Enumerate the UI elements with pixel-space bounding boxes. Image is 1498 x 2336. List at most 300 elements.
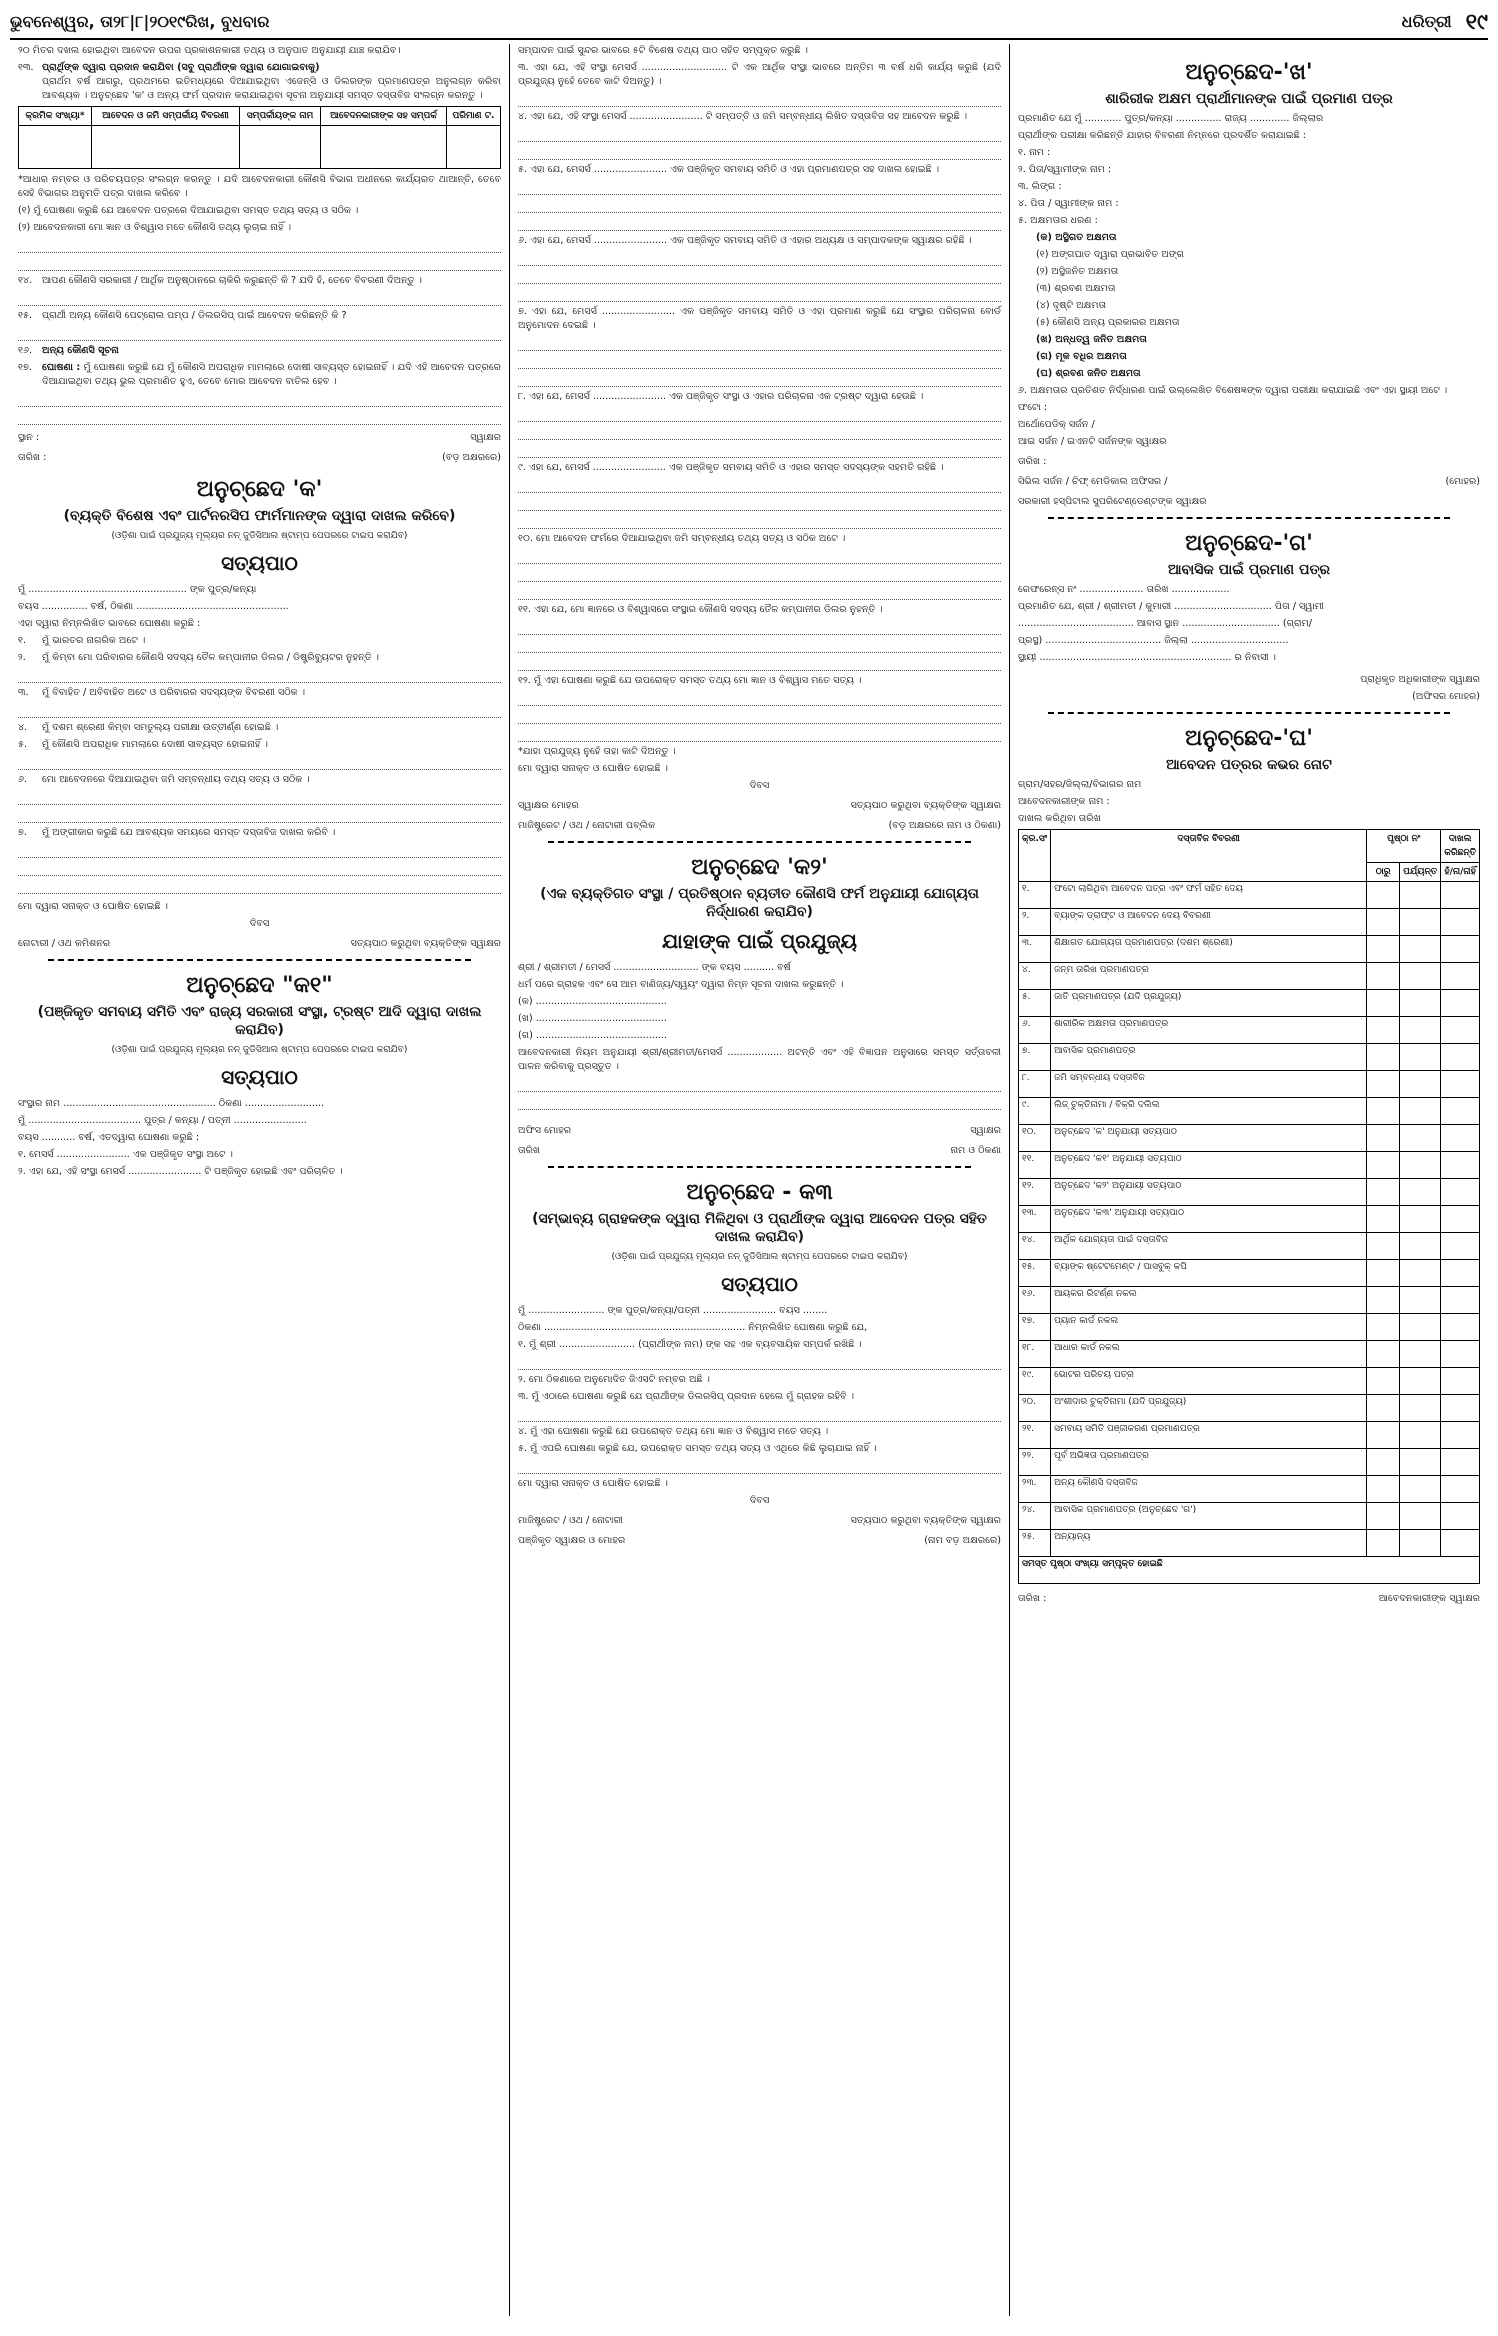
row-to xyxy=(1400,1044,1441,1071)
row-to xyxy=(1400,909,1441,936)
row-from xyxy=(1367,1449,1400,1476)
date-label: ତାରିଖ : xyxy=(1018,1593,1047,1604)
row-submitted xyxy=(1441,1017,1480,1044)
k3-line: ୩. ମୁଁ ଏଠାରେ ଘୋଷଣା କରୁଛି ଯେ ପ୍ରାର୍ଥୀଙ୍କ ଡିଲରସିପ୍ ପ୍ରଦାନ ହେଲେ ମୁଁ ଗ୍ରାହକ ରହିବି । xyxy=(518,1391,855,1402)
row-from xyxy=(1367,1422,1400,1449)
annex-k-note: (ଓଡ଼ିଶା ପାଇଁ ପ୍ରଯୁଜ୍ୟ ମୂଲ୍ୟର ନନ୍ ଜୁଡିସିଆଲ ଷ୍ଟାମ୍ପ ପେପରରେ ଟାଇପ କରାଯିବ) xyxy=(111,531,408,541)
office-seal-label: ଅଫିସ ମୋହର xyxy=(518,1125,572,1136)
col2-point: ୭. ଏହା ଯେ, ମେସର୍ସ ........................ ଏକ ପଞ୍ଜିକୃତ ସମବାୟ ସମିତି ଓ ଏହା ପ୍ରମାଣ କରୁଛି ଯେ ସଂସ୍ଥାର ପରିଚାଳନା ବୋର୍ଡ ଅନୁମୋଦନ ଦେଇଛି । xyxy=(518,306,1001,331)
magistrate-label: ମାଜିଷ୍ଟ୍ରେଟ / ଓଥ / ନୋଟାରୀ xyxy=(518,1515,623,1526)
table-row xyxy=(1019,1287,1480,1314)
row-submitted xyxy=(1441,1179,1480,1206)
k3-line: ୪. ମୁଁ ଏହା ଘୋଷଣା କରୁଛି ଯେ ଉପରୋକ୍ତ ତଥ୍ୟ ମୋ ଜ୍ଞାନ ଓ ବିଶ୍ୱାସ ମତେ ସତ୍ୟ । xyxy=(518,1426,829,1437)
affidavit-point: ୧. ମୁଁ ଭାରତର ନାଗରିକ ଅଟେ । xyxy=(18,635,146,646)
row-number: ୨୩. xyxy=(1019,1476,1051,1503)
row-from xyxy=(1367,1503,1400,1530)
table-header-cell: ଆବେଦନ ଓ ଜମି ସମ୍ପର୍କୀୟ ବିବରଣୀ xyxy=(92,107,240,126)
affidavit-line: ୧. ମେସର୍ସ ........................ ଏକ ପଞ୍ଜିକୃତ ସଂସ୍ଥା ଅଟେ । xyxy=(18,1149,233,1160)
row-description: ଅନ୍ୟ କୌଣସି ଦସ୍ତାବିଜ xyxy=(1051,1476,1367,1503)
row-from xyxy=(1367,1017,1400,1044)
affidavit-line: ମୁଁ .................................................... ଙ୍କ ପୁତ୍ର/କନ୍ୟା xyxy=(18,584,257,595)
row-description: ଅନୁଚ୍ଛେଦ 'କ' ଅନୁଯାୟୀ ସତ୍ୟପାଠ xyxy=(1051,1125,1367,1152)
name-caps-label: (ନାମ ବଡ଼ ଅକ୍ଷରରେ) xyxy=(924,1535,1001,1546)
office-seal: (ଅଫିସର ମୋହର) xyxy=(1412,691,1480,702)
row-to xyxy=(1400,1179,1441,1206)
row-to xyxy=(1400,1368,1441,1395)
disability-item: (ଗ) ମୂକ ବଧିର ଅକ୍ଷମତା xyxy=(1036,351,1127,362)
annex-k3-affidavit: ସତ୍ୟପାଠ xyxy=(721,1272,798,1296)
k3-line: ୨. ମୋ ଠିକଣାରେ ଅନୁମୋଦିତ ଜିଏସଟି ନମ୍ବର ଅଛି । xyxy=(518,1374,710,1385)
disability-item: (୪) ଦୃଷ୍ଟି ଅକ୍ଷମତା xyxy=(1036,300,1107,311)
row-from xyxy=(1367,1341,1400,1368)
signature-label: ସ୍ୱାକ୍ଷର xyxy=(470,432,501,443)
row-description: ଆୟକର ରିଟର୍ଣ୍ଣ ନକଲ xyxy=(1051,1287,1367,1314)
table-row xyxy=(1019,1395,1480,1422)
row-number: ୧୪. xyxy=(1019,1233,1051,1260)
g-line: ପ୍ରସ୍ଥ) ...................................... ଜିଲ୍ଲା ................................ xyxy=(1018,635,1289,646)
table-row xyxy=(1019,1098,1480,1125)
table-header-cell: ଦାଖଲ କରିଛନ୍ତି xyxy=(1441,830,1480,863)
row-description: ଲିଜ୍ ଚୁକ୍ତିନାମା / ବିକ୍ରି ଦଲିଲ xyxy=(1051,1098,1367,1125)
cover-note-table xyxy=(1018,829,1480,1584)
seal-label: (ମୋହର) xyxy=(1445,476,1480,487)
affidavit-line: ମୁଁ ..................................... ପୁତ୍ର / କନ୍ୟା / ପତ୍ନୀ ........................ xyxy=(18,1115,307,1126)
row-to xyxy=(1400,1017,1441,1044)
gh-line: ଗ୍ରାମ/ସହର/ଜିଲ୍ଲା/ବିଭାଗର ନାମ xyxy=(1018,779,1142,790)
row-to xyxy=(1400,1314,1441,1341)
field-father: ୨. ପିତା/ସ୍ୱାମୀଙ୍କ ନାମ : xyxy=(1018,164,1112,175)
row-number: ୧୦. xyxy=(1019,1125,1051,1152)
column-2 xyxy=(510,44,1010,2316)
col2-point: ୬. ଏହା ଯେ, ମେସର୍ସ ........................ ଏକ ପଞ୍ଜିକୃତ ସମବାୟ ସମିତି ଓ ଏହାର ଅଧ୍ୟକ୍ଷ ଓ ସମ୍ପାଦକଙ୍କ ସ୍ୱାକ୍ଷର ରହିଛି । xyxy=(518,235,972,246)
annex-k-title: ଅନୁଚ୍ଛେଦ 'କ' xyxy=(196,477,323,502)
deponent-label: ସତ୍ୟପାଠ କରୁଥିବା ବ୍ୟକ୍ତିଙ୍କ ସ୍ୱାକ୍ଷର xyxy=(350,938,501,949)
col2-point: ୧୨. ମୁଁ ଏହା ଘୋଷଣା କରୁଛି ଯେ ଉପରୋକ୍ତ ସମସ୍ତ ତଥ୍ୟ ମୋ ଜ୍ଞାନ ଓ ବିଶ୍ୱାସ ମତେ ସତ୍ୟ । xyxy=(518,675,862,686)
row-to xyxy=(1400,1071,1441,1098)
page-header xyxy=(10,6,1488,40)
disability-item: (୧) ଅଙ୍ଗଘାତ ଦ୍ୱାରା ପ୍ରଭାବିତ ଅଙ୍ଗ xyxy=(1036,249,1185,260)
row-to xyxy=(1400,1503,1441,1530)
disability-item: (୩) ଶ୍ରବଣ ଅକ୍ଷମତା xyxy=(1036,283,1116,294)
row-number: ୧୫. xyxy=(1019,1260,1051,1287)
annex-k2-subtitle: (ଏକ ବ୍ୟକ୍ତିଗତ ସଂସ୍ଥା / ପ୍ରତିଷ୍ଠାନ ବ୍ୟତୀତ କୌଣସି ଫର୍ମ ଅନୁଯାୟୀ ଯୋଗ୍ୟତା ନିର୍ଦ୍ଧାରଣ କରାଯିବ) xyxy=(540,886,979,920)
day-label: ଦିବସ xyxy=(749,780,770,791)
col2-point: ୪. ଏହା ଯେ, ଏହି ସଂସ୍ଥା ମେସର୍ସ ........................ ଟି ସମ୍ପତ୍ତି ଓ ଜମି ସମ୍ବନ୍ଧୀୟ ଲିଖିତ ଦସ୍ତାବିଜ ସହ ଆବେଦନ କରୁଛି । xyxy=(518,111,968,122)
annex-k1-note: (ଓଡ଼ିଶା ପାଇଁ ପ୍ରଯୁଜ୍ୟ ମୂଲ୍ୟର ନନ୍ ଜୁଡିସିଆଲ ଷ୍ଟାମ୍ପ ପେପରରେ ଟାଇପ କରାଯିବ) xyxy=(111,1045,408,1055)
row-description: ବ୍ୟାଙ୍କ ଷ୍ଟେଟମେଣ୍ଟ / ପାସବୁକ୍ କପି xyxy=(1051,1260,1367,1287)
row-description: ଭୋଟର ପରିଚୟ ପତ୍ର xyxy=(1051,1368,1367,1395)
row-number: ୨୦. xyxy=(1019,1395,1051,1422)
row-submitted xyxy=(1441,1233,1480,1260)
row-from xyxy=(1367,1287,1400,1314)
annex-g-title: ଅନୁଚ୍ଛେଦ-'ଗ' xyxy=(1185,531,1313,556)
table-header-cell: ଦସ୍ତାବିଜ ବିବରଣୀ xyxy=(1051,830,1367,882)
row-submitted xyxy=(1441,1314,1480,1341)
row-submitted xyxy=(1441,963,1480,990)
annex-k1-title: ଅନୁଚ୍ଛେଦ "କ୧" xyxy=(186,973,333,998)
affidavit-point: ୪. ମୁଁ ଦଶମ ଶ୍ରେଣୀ କିମ୍ବା ସମତୁଲ୍ୟ ପରୀକ୍ଷା ଉତ୍ତୀର୍ଣ୍ଣ ହୋଇଛି । xyxy=(18,722,279,733)
k3-line: ମୁଁ ......................... ଙ୍କ ପୁତ୍ର/କନ୍ୟା/ପତ୍ନୀ ........................ ବୟସ ........ xyxy=(518,1305,828,1316)
item-17: ୧୭. ଘୋଷଣା : ମୁଁ ଘୋଷଣା କରୁଛି ଯେ ମୁଁ କୌଣସି ଅପରାଧିକ ମାମଲାରେ ଦୋଷୀ ସାବ୍ୟସ୍ତ ହୋଇନାହିଁ । ଯଦି ଏହି ଆବେଦନ ପତ୍ରରେ ଦିଆଯାଇଥିବା ତଥ୍ୟ ଭୁଲ ପ୍ରମାଣିତ ହୁଏ, ତେବେ ମୋର ଆବେଦନ ବାତିଲ ହେବ । xyxy=(18,362,501,387)
annex-kh-heading: ଶାରିରୀକ ଅକ୍ଷମ ପ୍ରାର୍ଥୀମାନଙ୍କ ପାଇଁ ପ୍ରମାଣ ପତ୍ର xyxy=(1105,91,1393,107)
table-row xyxy=(1019,1314,1480,1341)
annex-k2-title: ଅନୁଚ୍ଛେଦ 'କ୨' xyxy=(691,855,828,880)
row-description: ଆର୍ଥିକ ଯୋଗ୍ୟତା ପାଇଁ ଦସ୍ତାବିଜ xyxy=(1051,1233,1367,1260)
row-description: ଶାରୀରିକ ଅକ୍ଷମତା ପ୍ରମାଣପତ୍ର xyxy=(1051,1017,1367,1044)
day-label: ଦିବସ xyxy=(249,918,270,929)
k2-body: ଆବେଦନକାରୀ ନିୟମ ଅନୁଯାୟୀ ଶ୍ରୀ/ଶ୍ରୀମତୀ/ମେସର୍ସ .................. ଅଟନ୍ତି ଏବଂ ଏହି ବିଜ୍ଞାପନ ଅନୁସାରେ ସମସ୍ତ ସର୍ତ୍ତାବଳୀ ପାଳନ କରିବାକୁ ପ୍ରସ୍ତୁତ । xyxy=(518,1047,1001,1072)
row-submitted xyxy=(1441,990,1480,1017)
affidavit-point: ୫. ମୁଁ କୌଣସି ଅପରାଧିକ ମାମଲାରେ ଦୋଷୀ ସାବ୍ୟସ୍ତ ହୋଇନାହିଁ । xyxy=(18,739,268,750)
annex-k1-subtitle: (ପଞ୍ଜିକୃତ ସମବାୟ ସମିତି ଏବଂ ରାଜ୍ୟ ସରକାରୀ ସଂସ୍ଥା, ଟ୍ରଷ୍ଟ ଆଦି ଦ୍ୱାରା ଦାଖଲ କରାଯିବ) xyxy=(37,1004,482,1038)
row-to xyxy=(1400,1287,1441,1314)
row-description: ଜାତି ପ୍ରମାଣପତ୍ର (ଯଦି ପ୍ରଯୁଜ୍ୟ) xyxy=(1051,990,1367,1017)
row-description: ପୂର୍ବ ଅଭିଜ୍ଞତା ପ୍ରମାଣପତ୍ର xyxy=(1051,1449,1367,1476)
row-to xyxy=(1400,990,1441,1017)
row-submitted xyxy=(1441,1530,1480,1557)
field-disability: ୫. ଅକ୍ଷମତାର ଧରଣ : xyxy=(1018,215,1098,226)
table-row xyxy=(1019,1368,1480,1395)
g-line: ସ୍ଥାୟୀ ............................................................... ର ନିବାସୀ । xyxy=(1018,652,1276,663)
row-to xyxy=(1400,963,1441,990)
column-3 xyxy=(1010,44,1488,2316)
date-label: ତାରିଖ : xyxy=(1018,456,1047,467)
name-caps-label: (ବଡ଼ ଅକ୍ଷରରେ) xyxy=(442,452,501,463)
row-from xyxy=(1367,990,1400,1017)
row-description: ଫଟୋ ଲାଗିଥିବା ଆବେଦନ ପତ୍ର ଏବଂ ଫର୍ମ ସହିତ ଦେୟ xyxy=(1051,882,1367,909)
row-description: ସମବାୟ ସମିତି ପଞ୍ଜୀକରଣ ପ୍ରମାଣପତ୍ର xyxy=(1051,1422,1367,1449)
row-submitted xyxy=(1441,1044,1480,1071)
annex-k-affidavit: ସତ୍ୟପାଠ xyxy=(221,551,298,575)
g-line: ପ୍ରମାଣିତ ଯେ, ଶ୍ରୀ / ଶ୍ରୀମତୀ / କୁମାରୀ ................................ ପିତା / ସ୍ୱାମୀ xyxy=(1018,601,1324,612)
g-line: ରେଫରେନ୍ସ ନଂ ..................... ତାରିଖ ................... xyxy=(1018,584,1230,595)
table-subheader-cell: ପର୍ଯ୍ୟନ୍ତ xyxy=(1400,863,1441,882)
row-description: ଶିକ୍ଷାଗତ ଯୋଗ୍ୟତା ପ୍ରମାଣପତ୍ର (ଦଶମ ଶ୍ରେଣୀ) xyxy=(1051,936,1367,963)
row-number: ୧୧. xyxy=(1019,1152,1051,1179)
declaration-item: (୨) ଆବେଦନକାରୀ ମୋ ଜ୍ଞାନ ଓ ବିଶ୍ୱାସ ମତେ କୌଣସି ତଥ୍ୟ ଲୁଚାଇ ନାହିଁ । xyxy=(18,222,292,233)
row-submitted xyxy=(1441,1098,1480,1125)
newspaper-name: ଧରିତ୍ରୀ xyxy=(1401,12,1452,31)
disability-list xyxy=(1018,231,1480,381)
row-submitted xyxy=(1441,882,1480,909)
photo-label: ଫଟୋ : xyxy=(1018,402,1048,413)
row-number: ୧୬. xyxy=(1019,1287,1051,1314)
row-submitted xyxy=(1441,1206,1480,1233)
table-subheader-cell: ହଁ/ନା/ନାହିଁ xyxy=(1441,863,1480,882)
row-to xyxy=(1400,1395,1441,1422)
intro-text: ୨୦ ମିତର ଦଖଲ ହୋଇଥିବା ଆବେଦନ ଉପର ପ୍ରକାଶନକାରୀ ତଥ୍ୟ ଓ ଅନୁପାତ ଅନୁଯାୟୀ ଯାଞ୍ଚ କରାଯିବ। xyxy=(18,45,401,56)
row-number: ୨. xyxy=(1019,909,1051,936)
witness-text: ମୋ ଦ୍ୱାରା ସନାକ୍ତ ଓ ଘୋଷିତ ହୋଇଛି । xyxy=(518,1478,668,1489)
table-row xyxy=(1019,1422,1480,1449)
row-to xyxy=(1400,1476,1441,1503)
col2-point: ୯. ଏହା ଯେ, ମେସର୍ସ ........................ ଏକ ପଞ୍ଜିକୃତ ସମବାୟ ସମିତି ଓ ଏହାର ସମସ୍ତ ସଦସ୍ୟଙ୍କ ସହମତି ରହିଛି । xyxy=(518,462,944,473)
table-row xyxy=(1019,1476,1480,1503)
row-number: ୧. xyxy=(1019,882,1051,909)
table-row xyxy=(1019,1125,1480,1152)
table-header-cell: କ୍ରମିକ ସଂଖ୍ୟା* xyxy=(19,107,92,126)
row-from xyxy=(1367,1125,1400,1152)
row-from xyxy=(1367,1233,1400,1260)
table-row xyxy=(1019,1449,1480,1476)
sign-line: ସରକାରୀ ହସ୍ପିଟାଲ ସୁପରିଟେଣ୍ଡେଣ୍ଟଙ୍କ ସ୍ୱାକ୍ଷର xyxy=(1018,496,1207,507)
row-description: ବ୍ୟାଙ୍କ ଡ୍ରାଫ୍ଟ ଓ ଆବେଦନ ଦେୟ ବିବରଣୀ xyxy=(1051,909,1367,936)
affidavit-point: ୭. ମୁଁ ଅଙ୍ଗୀକାର କରୁଛି ଯେ ଆବଶ୍ୟକ ସମୟରେ ସମସ୍ତ ଦସ୍ତାବିଜ ଦାଖଲ କରିବି । xyxy=(18,827,336,838)
annex-kh-title: ଅନୁଚ୍ଛେଦ-'ଖ' xyxy=(1185,60,1313,85)
col2-point: ୧୧. ଏହା ଯେ, ମୋ ଜ୍ଞାନରେ ଓ ବିଶ୍ୱାସରେ ସଂସ୍ଥାର କୌଣସି ସଦସ୍ୟ ତୈଳ କମ୍ପାନୀର ଡିଲର ନୁହନ୍ତି । xyxy=(518,604,883,615)
notary-label: ନୋଟାରୀ / ଓଥ କମିଶନର xyxy=(18,938,111,949)
day-label: ଦିବସ xyxy=(749,1495,770,1506)
field-gender: ୩. ଲିଙ୍ଗ : xyxy=(1018,181,1062,192)
annex-gh-title: ଅନୁଚ୍ଛେଦ-'ଘ' xyxy=(1185,726,1313,751)
annex-k3-subtitle: (ସମ୍ଭାବ୍ୟ ଗ୍ରାହକଙ୍କ ଦ୍ୱାରା ମିଳିଥିବା ଓ ପ୍ରାର୍ଥୀଙ୍କ ଦ୍ୱାରା ଆବେଦନ ପତ୍ର ସହିତ ଦାଖଲ କରାଯିବ) xyxy=(532,1211,987,1245)
row-to xyxy=(1400,1449,1441,1476)
table-row xyxy=(1019,1044,1480,1071)
row-number: ୨୫. xyxy=(1019,1530,1051,1557)
table-header-cell: ସମ୍ପର୍କୀୟଙ୍କ ନାମ xyxy=(239,107,320,126)
k2-line: ଶ୍ରୀ / ଶ୍ରୀମତୀ / ମେସର୍ସ ............................ ଙ୍କ ବୟସ .......... ବର୍ଷ xyxy=(518,962,791,973)
row-number: ୫. xyxy=(1019,990,1051,1017)
row-from xyxy=(1367,1260,1400,1287)
table-header-cell: ଆବେଦନକାରୀଙ୍କ ସହ ସମ୍ପର୍କ xyxy=(321,107,447,126)
row-description: ଜମି ସମ୍ବନ୍ଧୀୟ ଦସ୍ତାବିଜ xyxy=(1051,1071,1367,1098)
table-row xyxy=(1019,1341,1480,1368)
row-from xyxy=(1367,1044,1400,1071)
authority-sign: ପ୍ରାଧିକୃତ ଅଧିକାରୀଙ୍କ ସ୍ୱାକ୍ଷର xyxy=(1360,674,1480,685)
row-submitted xyxy=(1441,1476,1480,1503)
row-submitted xyxy=(1441,1449,1480,1476)
relatives-table xyxy=(18,106,501,169)
table-header-cell: ପୃଷ୍ଠା ନଂ xyxy=(1367,830,1441,863)
g-line: ...................................... ଆବାସ ସ୍ଥାନ ................................ (ଗ୍ରାମ/ xyxy=(1018,618,1312,629)
annex-k-subtitle: (ବ୍ୟକ୍ତି ବିଶେଷ ଏବଂ ପାର୍ଟନରସିପ ଫାର୍ମମାନଙ୍କ ଦ୍ୱାରା ଦାଖଲ କରିବେ) xyxy=(63,508,456,524)
row-from xyxy=(1367,1530,1400,1557)
row-to xyxy=(1400,1341,1441,1368)
row-submitted xyxy=(1441,936,1480,963)
row-from xyxy=(1367,963,1400,990)
deponent-label: ସତ୍ୟପାଠ କରୁଥିବା ବ୍ୟକ୍ତିଙ୍କ ସ୍ୱାକ୍ଷର xyxy=(850,1515,1001,1526)
row-description: ଜନ୍ମ ତାରିଖ ପ୍ରମାଣପତ୍ର xyxy=(1051,963,1367,990)
k2-line: (ଖ) ........................................... xyxy=(518,1013,667,1024)
divider xyxy=(1048,712,1450,714)
disability-item: (ଘ) ଶ୍ରବଣ ଜନିତ ଅକ୍ଷମତା xyxy=(1036,368,1141,379)
disability-item: (କ) ଅସ୍ଥିଗତ ଅକ୍ଷମତା xyxy=(1036,232,1117,243)
row-number: ୨୧. xyxy=(1019,1422,1051,1449)
row-from xyxy=(1367,882,1400,909)
row-from xyxy=(1367,1206,1400,1233)
row-number: ୨୨. xyxy=(1019,1449,1051,1476)
divider xyxy=(548,1166,971,1168)
percent-text: ୬. ଅକ୍ଷମତାର ପ୍ରତିଶତ ନିର୍ଦ୍ଧାରଣ ପାଇଁ ଉଲ୍ଲେଖିତ ବିଶେଷଜ୍ଞଙ୍କ ଦ୍ୱାରା ପରୀକ୍ଷା କରାଯାଇଛି ଏବଂ ଏହା ସ୍ଥାୟୀ ଅଟେ । xyxy=(1018,385,1448,396)
table-row xyxy=(1019,1233,1480,1260)
row-number: ୨୪. xyxy=(1019,1503,1051,1530)
affidavit-point: ୩. ମୁଁ ବିବାହିତ / ଅବିବାହିତ ଅଟେ ଓ ପରିବାରର ସଦସ୍ୟଙ୍କ ବିବରଣୀ ସଠିକ । xyxy=(18,687,306,698)
affidavit-line: ବୟସ ............... ବର୍ଷ, ଠିକଣା .................................................. xyxy=(18,601,289,612)
table-row xyxy=(1019,1179,1480,1206)
row-number: ୧୭. xyxy=(1019,1314,1051,1341)
affidavit-line: ବୟସ ........... ବର୍ଷ, ଏତଦ୍ୱାରା ଘୋଷଣା କରୁଛି : xyxy=(18,1132,200,1143)
applicant-sign: ଆବେଦନକାରୀଙ୍କ ସ୍ୱାକ୍ଷର xyxy=(1378,1593,1480,1604)
table-row xyxy=(1019,909,1480,936)
item-13-body: ପ୍ରାର୍ଥମ ବର୍ଷ ଆଗରୁ, ପ୍ରଥମରେ ଇତିମଧ୍ୟରେ ଦିଆଯାଇଥିବା ଏଜେନ୍ସି ଓ ଡିଲରଙ୍କ ପ୍ରମାଣପତ୍ର ଅନୁଲଗ୍ନ କରିବା ଆବଶ୍ୟକ । ଅନୁଚ୍ଛେଦ 'କ' ଓ ଅନ୍ୟ ଫର୍ମ ପ୍ରଦାନ କରାଯାଇଥିବା ସୂଚନା ଅନୁଯାୟୀ ସମସ୍ତ ଦସ୍ତାବିଜ ସଂଲଗ୍ନ କରନ୍ତୁ । xyxy=(42,76,501,101)
disability-item: (ଖ) ଅନ୍ଧତ୍ୱ ଜନିତ ଅକ୍ଷମତା xyxy=(1036,334,1147,345)
affidavit-point: ୬. ମୋ ଆବେଦନରେ ଦିଆଯାଇଥିବା ଜମି ସମ୍ବନ୍ଧୀୟ ତଥ୍ୟ ସତ୍ୟ ଓ ସଠିକ । xyxy=(18,774,310,785)
table-row xyxy=(1019,1071,1480,1098)
field-spouse: ୪. ପିତା / ସ୍ୱାମୀଙ୍କ ନାମ : xyxy=(1018,198,1119,209)
annex-gh-heading: ଆବେଦନ ପତ୍ରର କଭର ନୋଟ xyxy=(1166,757,1332,773)
row-number: ୧୨. xyxy=(1019,1179,1051,1206)
gh-line: ଦାଖଲ କରିଥିବା ତାରିଖ xyxy=(1018,813,1101,824)
row-description: ଅନୁଚ୍ଛେଦ 'କ୧' ଅନୁଯାୟୀ ସତ୍ୟପାଠ xyxy=(1051,1152,1367,1179)
divider xyxy=(48,959,471,961)
item-14: ୧୪. ଆପଣ କୌଣସି ସରକାରୀ / ଆର୍ଥିକ ଅନୁଷ୍ଠାନରେ ଚାକିରି କରୁଛନ୍ତି କି ? ଯଦି ହଁ, ତେବେ ବିବରଣୀ ଦିଅନ୍ତୁ । xyxy=(18,275,422,286)
column-1 xyxy=(10,44,510,2316)
witness-text: ମୋ ଦ୍ୱାରା ସନାକ୍ତ ଓ ଘୋଷିତ ହୋଇଛି । xyxy=(518,763,668,774)
table-header-cell: କ୍ର.ସଂ xyxy=(1019,830,1051,882)
row-to xyxy=(1400,1125,1441,1152)
table-total: ସମସ୍ତ ପୃଷ୍ଠା ସଂଖ୍ୟା ସମ୍ପୃକ୍ତ ହୋଇଛି xyxy=(1019,1557,1480,1584)
stamp-seal-label: ସ୍ୱାକ୍ଷର ମୋହର xyxy=(518,800,579,811)
row-number: ୧୮. xyxy=(1019,1341,1051,1368)
sign-line: ସିଭିଲ ସର୍ଜନ / ଚିଫ୍ ମେଡିକାଲ ଅଫିସର / xyxy=(1018,476,1168,487)
annex-g-heading: ଆବାସିକ ପାଇଁ ପ୍ରମାଣ ପତ୍ର xyxy=(1167,562,1331,578)
row-number: ୧୩. xyxy=(1019,1206,1051,1233)
row-description: ଆଧାର କାର୍ଡ ନକଲ xyxy=(1051,1341,1367,1368)
item-13-heading: ପ୍ରାର୍ଥିଙ୍କ ଦ୍ୱାରା ପ୍ରଦାନ କରାଯିବା (ସବୁ ପ୍ରାର୍ଥୀଙ୍କ ଦ୍ୱାରା ଯୋଗାଇବାକୁ) xyxy=(42,62,320,73)
row-from xyxy=(1367,909,1400,936)
table-header-cell: ପରିମାଣ ଟ. xyxy=(446,107,500,126)
row-submitted xyxy=(1441,1260,1480,1287)
row-to xyxy=(1400,1206,1441,1233)
affidavit-point: ୨. ମୁଁ କିମ୍ବା ମୋ ପରିବାରର କୌଣସି ସଦସ୍ୟ ତୈଳ କମ୍ପାନୀର ଡିଲର / ଡିଷ୍ଟ୍ରିବ୍ୟୁଟର ନୁହନ୍ତି । xyxy=(18,652,379,663)
deponent-name-label: (ବଡ଼ ଅକ୍ଷରରେ ନାମ ଓ ଠିକଣା) xyxy=(888,820,1001,831)
kh-line: ପ୍ରମାଣିତ ଯେ ମୁଁ ............ ପୁତ୍ର/କନ୍ୟା ............... ରାଜ୍ୟ ............. ଜିଲ୍ଲାର xyxy=(1018,113,1324,124)
table-subheader-cell: ଠାରୁ xyxy=(1367,863,1400,882)
row-submitted xyxy=(1441,1125,1480,1152)
row-submitted xyxy=(1441,1341,1480,1368)
row-to xyxy=(1400,936,1441,963)
name-address-label: ନାମ ଓ ଠିକଣା xyxy=(950,1145,1001,1156)
table-row xyxy=(1019,936,1480,963)
field-list xyxy=(1018,146,1480,228)
dateline: ଭୁବନେଶ୍ୱର, ତା୨୮|୮|୨୦୧୯ରିଖ, ବୁଧବାର xyxy=(10,12,270,31)
item-13: ୧୩. ପ୍ରାର୍ଥିଙ୍କ ଦ୍ୱାରା ପ୍ରଦାନ କରାଯିବା (ସବୁ ପ୍ରାର୍ଥୀଙ୍କ ଦ୍ୱାରା ଯୋଗାଇବାକୁ) ପ୍ରାର୍ଥମ ବର୍ଷ ଆଗରୁ, ପ୍ରଥମରେ ଇତିମଧ୍ୟରେ ଦିଆଯାଇଥିବା ଏଜେନ୍ସି ଓ ଡିଲରଙ୍କ ପ୍ରମାଣପତ୍ର ଅନୁଲଗ୍ନ କରିବା ଆବଶ୍ୟକ । ଅନୁଚ୍ଛେଦ 'କ' ଓ ଅନ୍ୟ ଫର୍ମ ପ୍ରଦାନ କରାଯାଇଥିବା ସୂଚନା ଅନୁଯାୟୀ ସମସ୍ତ ଦସ୍ତାବିଜ ସଂଲଗ୍ନ କରନ୍ତୁ । xyxy=(18,62,501,101)
row-to xyxy=(1400,1098,1441,1125)
disability-item: (୫) କୌଣସି ଅନ୍ୟ ପ୍ରକାରର ଅକ୍ଷମତା xyxy=(1036,317,1180,328)
affidavit-line: ଏହା ଦ୍ୱାରା ନିମ୍ନଲିଖିତ ଭାବରେ ଘୋଷଣା କରୁଛି : xyxy=(18,618,201,629)
row-number: ୯. xyxy=(1019,1098,1051,1125)
affidavit-line: ସଂସ୍ଥାର ନାମ .................................................. ଠିକଣା .......................... xyxy=(18,1098,325,1109)
row-description: ଅନୁଚ୍ଛେଦ 'କ୨' ଅନୁଯାୟୀ ସତ୍ୟପାଠ xyxy=(1051,1179,1367,1206)
k2-line: ଧର୍ମ ପରେ ଗ୍ରାହକ ଏବଂ ସେ ଆମ ବାଣିଜ୍ୟ/ସ୍ୱୟଂ ଦ୍ୱାରା ନିମ୍ନ ସୂଚନା ଦାଖଲ କରୁଛନ୍ତି । xyxy=(518,979,844,990)
row-from xyxy=(1367,936,1400,963)
table-row xyxy=(1019,1503,1480,1530)
row-number: ୮. xyxy=(1019,1071,1051,1098)
row-from xyxy=(1367,1179,1400,1206)
col2-top-text: ସମ୍ପାଦନ ପାଇଁ ସୁନ୍ଦର ଭାବରେ ୫ଟି ବିଶେଷ ତଥ୍ୟ ପାଠ ସହିତ ସମ୍ପୃକ୍ତ କରୁଛି । xyxy=(518,45,808,56)
table-row xyxy=(1019,990,1480,1017)
item-15: ୧୫. ପ୍ରାର୍ଥୀ ଅନ୍ୟ କୌଣସି ପେଟ୍ରୋଲ ପମ୍ପ / ଡିଲରସିପ୍ ପାଇଁ ଆବେଦନ କରିଛନ୍ତି କି ? xyxy=(18,310,347,321)
affidavit-line: ୨. ଏହା ଯେ, ଏହି ସଂସ୍ଥା ମେସର୍ସ ........................ ଟି ପଞ୍ଜିକୃତ ହୋଇଛି ଏବଂ ପରିଚାଳିତ । xyxy=(18,1166,343,1177)
row-description: ଆବାସିକ ପ୍ରମାଣପତ୍ର xyxy=(1051,1044,1367,1071)
declaration-item: (୧) ମୁଁ ଘୋଷଣା କରୁଛି ଯେ ଆବେଦନ ପତ୍ରରେ ଦିଆଯାଇଥିବା ସମସ୍ତ ତଥ୍ୟ ସତ୍ୟ ଓ ସଠିକ । xyxy=(18,205,359,216)
row-submitted xyxy=(1441,1395,1480,1422)
row-from xyxy=(1367,1098,1400,1125)
place-label: ସ୍ଥାନ : xyxy=(18,432,40,443)
deponent-label: ସତ୍ୟପାଠ କରୁଥିବା ବ୍ୟକ୍ତିଙ୍କ ସ୍ୱାକ୍ଷର xyxy=(850,800,1001,811)
col2-point: ୮. ଏହା ଯେ, ମେସର୍ସ ........................ ଏକ ପଞ୍ଜିକୃତ ସଂସ୍ଥା ଓ ଏହାର ପରିଚାଳନା ଏକ ଟ୍ରଷ୍ଟ ଦ୍ୱାରା ହେଉଛି । xyxy=(518,391,924,402)
date-label: ତାରିଖ : xyxy=(18,452,47,463)
row-number: ୧୯. xyxy=(1019,1368,1051,1395)
row-submitted xyxy=(1441,1368,1480,1395)
field-name: ୧. ନାମ : xyxy=(1018,147,1051,158)
divider xyxy=(548,841,971,843)
row-description: ଅଂଶୀଦାର ଚୁକ୍ତିନାମା (ଯଦି ପ୍ରଯୁଜ୍ୟ) xyxy=(1051,1395,1367,1422)
row-from xyxy=(1367,1368,1400,1395)
row-from xyxy=(1367,1071,1400,1098)
disability-item: (୨) ଅସ୍ଥିଜନିତ ଅକ୍ଷମତା xyxy=(1036,266,1119,277)
kh-line: ପ୍ରାର୍ଥୀଙ୍କ ପରୀକ୍ଷା କରିଛନ୍ତି ଯାହାର ବିବରଣୀ ନିମ୍ନରେ ପ୍ରଦର୍ଶିତ କରାଯାଇଛି : xyxy=(1018,130,1307,141)
row-number: ୭. xyxy=(1019,1044,1051,1071)
row-to xyxy=(1400,1152,1441,1179)
col2-point: ୫. ଏହା ଯେ, ମେସର୍ସ ........................ ଏକ ପଞ୍ଜିକୃତ ସମବାୟ ସମିତି ଓ ଏହା ପ୍ରମାଣପତ୍ର ସହ ଦାଖଲ ହୋଇଛି । xyxy=(518,164,940,175)
row-submitted xyxy=(1441,1287,1480,1314)
row-submitted xyxy=(1441,909,1480,936)
row-number: ୬. xyxy=(1019,1017,1051,1044)
annex-k3-note: (ଓଡ଼ିଶା ପାଇଁ ପ୍ରଯୁଜ୍ୟ ମୂଲ୍ୟର ନନ୍ ଜୁଡିସିଆଲ ଷ୍ଟାମ୍ପ ପେପରରେ ଟାଇପ କରାଯିବ) xyxy=(611,1252,908,1262)
table-note: *ଆଧାର ନମ୍ବର ଓ ପରିଚୟପତ୍ର ସଂଲଗ୍ନ କରନ୍ତୁ । ଯଦି ଆବେଦନକାରୀ କୌଣସି ବିଭାଗ ଅଧୀନରେ କାର୍ଯ୍ୟରତ ଥାଆନ୍ତି, ତେବେ ସେହି ବିଭାଗର ଅନୁମତି ପତ୍ର ଦାଖଲ କରିବେ । xyxy=(18,174,501,199)
page-number: ୧୯ xyxy=(1465,9,1488,35)
row-description: ପ୍ୟାନ କାର୍ଡ ନକଲ xyxy=(1051,1314,1367,1341)
row-to xyxy=(1400,1260,1441,1287)
date-label: ତାରିଖ xyxy=(518,1145,541,1156)
row-from xyxy=(1367,1476,1400,1503)
annex-k3-title: ଅନୁଚ୍ଛେଦ - କ୩ xyxy=(686,1180,833,1205)
col2-point: ୧୦. ମୋ ଆବେଦନ ଫର୍ମରେ ଦିଆଯାଇଥିବା ଜମି ସମ୍ବନ୍ଧୀୟ ତଥ୍ୟ ସତ୍ୟ ଓ ସଠିକ ଅଟେ । xyxy=(518,533,846,544)
annex-k2-heading: ଯାହାଙ୍କ ପାଇଁ ପ୍ରଯୁଜ୍ୟ xyxy=(662,929,857,953)
signature-block xyxy=(18,431,501,445)
row-from xyxy=(1367,1152,1400,1179)
witness-text: ମୋ ଦ୍ୱାରା ସନାକ୍ତ ଓ ଘୋଷିତ ହୋଇଛି । xyxy=(18,901,168,912)
row-to xyxy=(1400,1422,1441,1449)
seal-label: ପଞ୍ଜିକୃତ ସ୍ୱାକ୍ଷର ଓ ମୋହର xyxy=(518,1535,626,1546)
divider xyxy=(1048,517,1450,519)
k3-line: ୧. ମୁଁ ଶ୍ରୀ ......................... (ପ୍ରାର୍ଥୀଙ୍କ ନାମ) ଙ୍କ ସହ ଏକ ବ୍ୟବସାୟିକ ସମ୍ପର୍କ ରଖିଛି । xyxy=(518,1339,862,1350)
row-from xyxy=(1367,1314,1400,1341)
row-submitted xyxy=(1441,1071,1480,1098)
k3-line: ୫. ମୁଁ ଏପରି ଘୋଷଣା କରୁଛି ଯେ, ଉପରୋକ୍ତ ସମସ୍ତ ତଥ୍ୟ ସତ୍ୟ ଓ ଏଥିରେ କିଛି ଲୁଚାଯାଇ ନାହିଁ । xyxy=(518,1443,877,1454)
row-submitted xyxy=(1441,1503,1480,1530)
table-row xyxy=(1019,963,1480,990)
magistrate-label: ମାଜିଷ୍ଟ୍ରେଟ / ଓଥ / ନୋଟାରୀ ପବ୍ଲିକ xyxy=(518,820,656,831)
table-row xyxy=(1019,1152,1480,1179)
row-submitted xyxy=(1441,1422,1480,1449)
row-description: ଆବାସିକ ପ୍ରମାଣପତ୍ର (ଅନୁଚ୍ଛେଦ 'ଗ') xyxy=(1051,1503,1367,1530)
annex-k1-affidavit: ସତ୍ୟପାଠ xyxy=(221,1065,298,1089)
row-description: ଅନ୍ୟାନ୍ୟ xyxy=(1051,1530,1367,1557)
table-row xyxy=(1019,1530,1480,1557)
row-submitted xyxy=(1441,1152,1480,1179)
sign-line: ଅର୍ଥୋପେଡିକ୍ ସର୍ଜନ / xyxy=(1018,419,1095,430)
cut-note: *ଯାହା ପ୍ରଯୁଜ୍ୟ ନୁହେଁ ତାହା କାଟି ଦିଅନ୍ତୁ । xyxy=(518,746,676,757)
k2-line: (କ) ........................................... xyxy=(518,996,667,1007)
columns xyxy=(10,44,1488,2316)
gh-line: ଆବେଦନକାରୀଙ୍କ ନାମ : xyxy=(1018,796,1110,807)
row-number: ୪. xyxy=(1019,963,1051,990)
sign-line: ଆଇ ସର୍ଜନ / ଇଏନଟି ସର୍ଜନଙ୍କ ସ୍ୱାକ୍ଷର xyxy=(1018,436,1167,447)
table-row xyxy=(1019,1206,1480,1233)
signatory-label: ସ୍ୱାକ୍ଷର xyxy=(970,1125,1001,1136)
